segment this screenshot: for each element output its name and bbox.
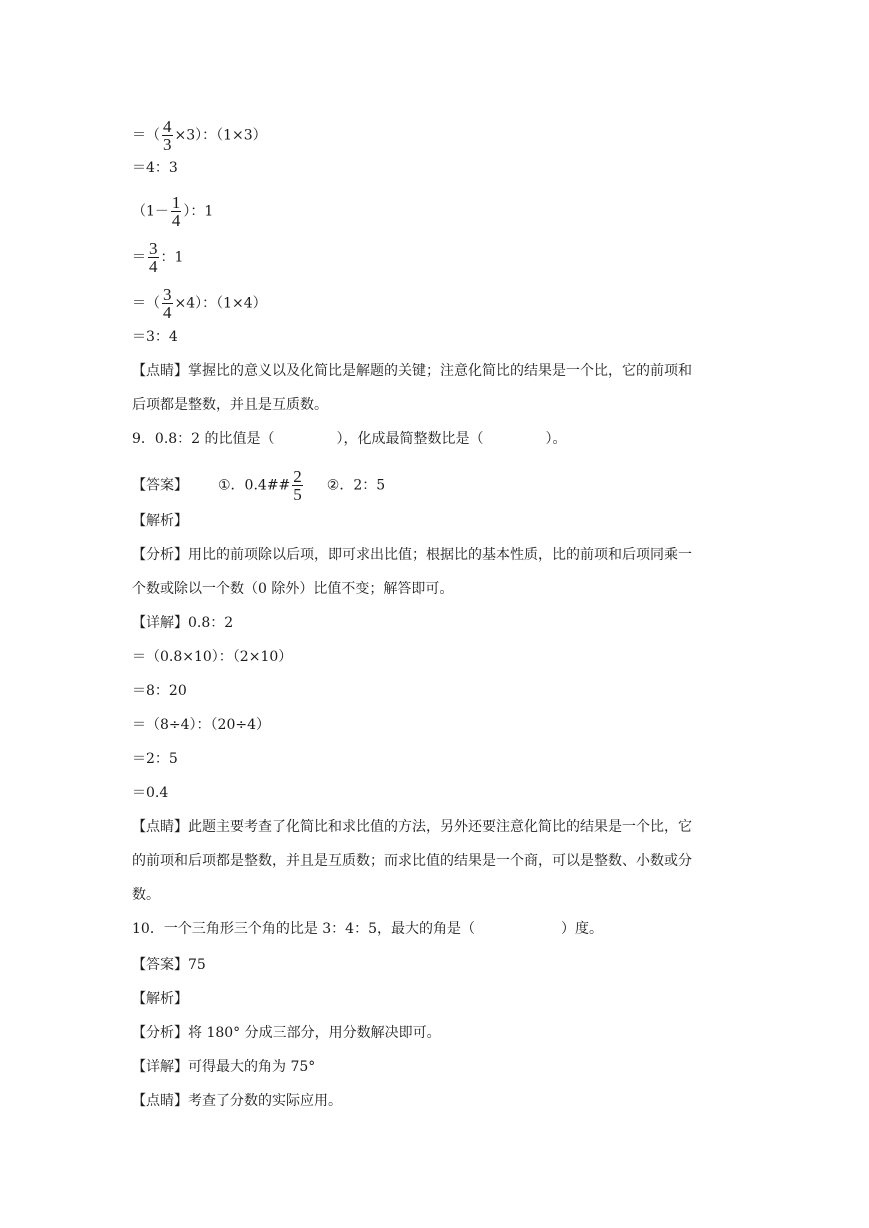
comment-label: 【点睛】 bbox=[132, 819, 188, 835]
q8-step-5 bbox=[132, 285, 267, 322]
q8-step-4-pre: ＝ bbox=[132, 249, 146, 266]
q9-question-part-c: ）。 bbox=[545, 431, 567, 447]
analyze-label: 【分析】 bbox=[132, 1025, 188, 1041]
q10-answer bbox=[132, 953, 206, 977]
q8-step-1 bbox=[132, 117, 267, 154]
q9-detail-step-2: ＝（0.8×10）：（2×10） bbox=[132, 649, 293, 665]
q9-answer-2: ②．2：5 bbox=[326, 477, 386, 494]
q9-comment-cont-2: 数。 bbox=[132, 887, 160, 903]
fraction: $\frac{3}{4}$ bbox=[163, 285, 172, 322]
fraction: $\frac{4}{3}$ bbox=[163, 117, 172, 154]
detail-text: 可得最大的角为 75° bbox=[188, 1059, 316, 1075]
comment-label: 【点睛】 bbox=[132, 363, 188, 379]
q10-comment bbox=[132, 1089, 342, 1113]
q9-analyze bbox=[132, 543, 692, 567]
q9-question-part-b: ），化成最简整数比是（ bbox=[336, 431, 484, 447]
q8-step-3-post: ）：1 bbox=[183, 203, 214, 220]
q9-question-part-a: 9．0.8：2 的比值是（ bbox=[132, 431, 275, 447]
q8-step-2: ＝4：3 bbox=[132, 160, 178, 176]
comment-label: 【点睛】 bbox=[132, 1093, 188, 1109]
q8-step-6: ＝3：4 bbox=[132, 329, 178, 345]
answer-value: 75 bbox=[188, 957, 206, 973]
q8-step-3-pre: （1－ bbox=[132, 203, 169, 220]
comment-text: 此题主要考查了化简比和求比值的方法，另外还要注意化简比的结果是一个比，它 bbox=[188, 819, 692, 835]
q8-step-1-pre: ＝（ bbox=[132, 127, 160, 144]
fraction: $\frac{1}{4}$ bbox=[171, 193, 181, 230]
answer-label: 【答案】 bbox=[132, 957, 188, 973]
q10-detail bbox=[132, 1055, 315, 1079]
q8-step-5-post: ×4）：（1×4） bbox=[174, 295, 267, 312]
q9-comment bbox=[132, 815, 692, 839]
analyze-text: 将 180° 分成三部分，用分数解决即可。 bbox=[188, 1025, 441, 1041]
q9-detail-step-3: ＝8：20 bbox=[132, 683, 187, 699]
comment-text: 考查了分数的实际应用。 bbox=[188, 1093, 342, 1109]
q8-step-4 bbox=[132, 239, 184, 276]
analyze-label: 【分析】 bbox=[132, 547, 188, 563]
q10-analysis-label: 【解析】 bbox=[132, 991, 188, 1007]
q9-detail-step-5: ＝2：5 bbox=[132, 751, 178, 767]
q9-answer bbox=[132, 467, 386, 504]
analyze-text: 用比的前项除以后项，即可求出比值；根据比的基本性质，比的前项和后项同乘一 bbox=[188, 547, 692, 563]
q10-question bbox=[132, 917, 603, 941]
answer-label: 【答案】 bbox=[132, 477, 188, 494]
comment-text: 掌握比的意义以及化简比是解题的关键；注意化简比的结果是一个比，它的前项和 bbox=[188, 363, 692, 379]
q10-question-part-a: 10．一个三角形三个角的比是 3：4：5，最大的角是（ bbox=[132, 921, 475, 937]
fraction: $\frac{2}{5}$ bbox=[293, 467, 302, 504]
q10-analyze bbox=[132, 1021, 441, 1045]
q9-analysis-label: 【解析】 bbox=[132, 513, 188, 529]
q8-step-3 bbox=[132, 193, 214, 230]
detail-label: 【详解】 bbox=[132, 1059, 188, 1075]
q9-comment-cont-1: 的前项和后项都是整数，并且是互质数；而求比值的结果是一个商，可以是整数、小数或分 bbox=[132, 853, 692, 869]
fraction: $\frac{3}{4}$ bbox=[149, 239, 158, 276]
detail-label: 【详解】 bbox=[132, 615, 188, 631]
q9-detail-step-6: ＝0.4 bbox=[132, 785, 169, 801]
q8-step-4-post: ：1 bbox=[160, 249, 184, 266]
q8-step-5-pre: ＝（ bbox=[132, 295, 160, 312]
q8-comment bbox=[132, 359, 692, 383]
q9-analyze-cont: 个数或除以一个数（0 除外）比值不变；解答即可。 bbox=[132, 581, 454, 597]
q10-question-part-b: ）度。 bbox=[561, 921, 603, 937]
q8-comment-cont: 后项都是整数，并且是互质数。 bbox=[132, 397, 328, 413]
q8-step-1-post: ×3）：（1×3） bbox=[174, 127, 267, 144]
q9-answer-1: ①．0.4## bbox=[218, 477, 291, 494]
detail-text: 0.8：2 bbox=[188, 615, 234, 631]
q9-detail bbox=[132, 611, 233, 635]
q9-question bbox=[132, 427, 567, 451]
q9-detail-step-4: ＝（8÷4）：（20÷4） bbox=[132, 717, 270, 733]
